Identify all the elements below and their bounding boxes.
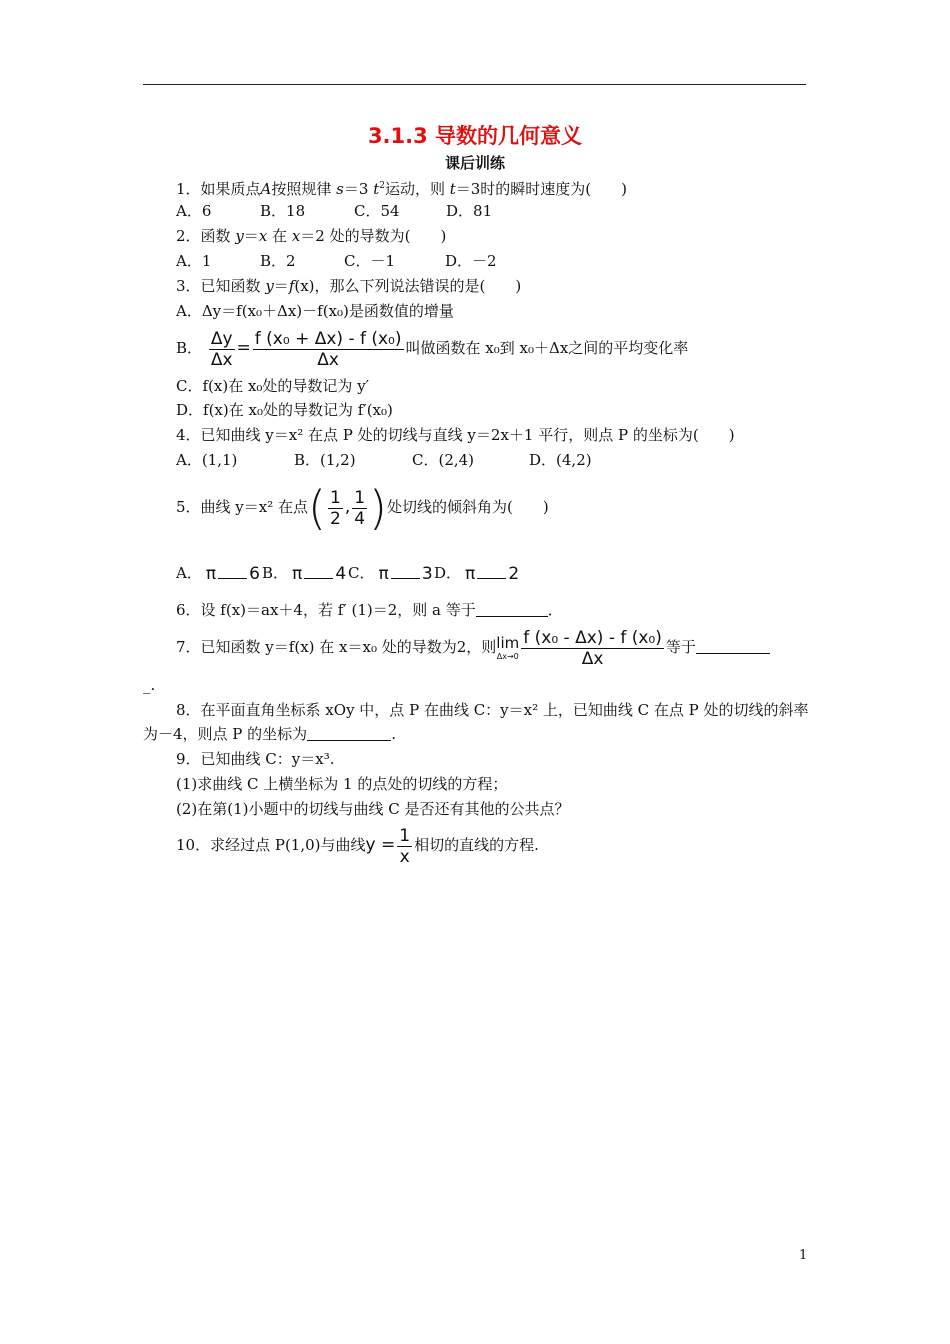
limit-operator: lim Δx→0 [496, 634, 520, 661]
question-7-tail: _. [143, 676, 156, 694]
option-d: D．81 [446, 202, 493, 220]
fraction-one-half: $\frac{1}{2}$ [329, 487, 341, 529]
question-7: 7．已知函数 y＝f(x) 在 x＝x₀ 处的导数为2，则 lim Δx→0 $\frac{\text{f (x₀ - Δx) - f (x₀)}}{\Delta x}$ 等于 [176, 624, 770, 670]
option-a: A．1 [176, 252, 212, 270]
answer-blank [476, 602, 548, 617]
question-3: 3．已知函数 y＝f(x)，那么下列说法错误的是( ) [176, 277, 522, 295]
fraction-difference-quotient: $\frac{\text{f (x₀ + Δx) - f (x₀)}}{\Delta x}$ [254, 328, 402, 370]
question-4: 4．已知曲线 y＝x² 在点 P 处的切线与直线 y＝2x＋1 平行，则点 P 的坐标为( ) [176, 426, 735, 444]
page-title: 3.1.3 导数的几何意义 [367, 124, 583, 148]
question-3-option-c: C．f(x)在 x₀处的导数记为 y′ [176, 377, 370, 395]
fraction-one-over-x: $\frac{1}{x}$ [399, 825, 411, 867]
option-d: D．(4,2) [529, 451, 592, 469]
question-4-options [176, 450, 592, 470]
question-1-options [176, 201, 492, 221]
fraction-one-quarter: $\frac{1}{4}$ [354, 487, 366, 529]
option-c: C．－1 [344, 252, 396, 270]
page-subtitle: 课后训练 [444, 154, 505, 172]
option-b: B． π 4 [262, 564, 347, 584]
option-b: B．(1,2) [294, 451, 356, 469]
fraction-dy-dx: $\frac{\Delta y}{\Delta x}$ [210, 328, 233, 370]
page-number: 1 [799, 1248, 808, 1263]
option-a: A．(1,1) [176, 451, 238, 469]
question-9: 9．已知曲线 C：y＝x³. [176, 750, 335, 768]
question-3-option-a: A．Δy＝f(x₀＋Δx)－f(x₀)是函数值的增量 [176, 302, 454, 320]
fraction-limit-quotient: $\frac{\text{f (x₀ - Δx) - f (x₀)}}{\Delta x}$ [523, 627, 662, 669]
option-b: B．18 [260, 202, 306, 220]
question-2: 2．函数 y＝x 在 x＝2 处的导数为( ) [176, 227, 447, 245]
question-9-part-2: (2)在第(1)小题中的切线与曲线 C 是否还有其他的公共点？ [176, 800, 570, 818]
question-6: 6．设 f(x)＝ax＋4，若 f′ (1)＝2，则 a 等于 ． [176, 601, 563, 619]
question-9-part-1: (1)求曲线 C 上横坐标为 1 的点处的切线的方程； [176, 775, 508, 793]
option-d: D． π 2 [434, 564, 520, 584]
option-c: C． π 3 [348, 564, 433, 584]
header-rule [143, 84, 806, 85]
question-8-line-2: 为－4，则点 P 的坐标为 . [143, 725, 396, 743]
question-1: 1．如果质点A按照规律 s＝3 $t^2$运动，则 t＝3时的瞬时速度为( ) [176, 180, 628, 198]
option-a: A． π 6 [176, 564, 260, 584]
question-8-line-1: 8．在平面直角坐标系 xOy 中，点 P 在曲线 C：y＝x² 上，已知曲线 C 在点 P 处的切线的斜率 [176, 701, 809, 719]
option-d: D．－2 [445, 252, 497, 270]
option-c: C．54 [354, 202, 400, 220]
question-2-options [176, 251, 497, 271]
option-c: C．(2,4) [412, 451, 475, 469]
question-5: 5．曲线 y＝x² 在点( $\frac{1}{2}$ , $\frac{1}{4}$ )处切线的倾斜角为( ) [176, 481, 549, 535]
question-5-options [176, 550, 520, 597]
option-b: B．2 [260, 252, 296, 270]
question-3-option-d: D．f(x)在 x₀处的导数记为 f′(x₀) [176, 401, 393, 419]
question-10: 10．求经过点 P(1,0)与曲线y = $\frac{1}{x}$ 相切的直线的方程. [176, 825, 539, 867]
option-a: A．6 [176, 202, 212, 220]
answer-blank [307, 726, 391, 741]
answer-blank [696, 639, 770, 654]
question-3-option-b: B． $\frac{\Delta y}{\Delta x}$ = $\frac{\text{f (x₀ + Δx) - f (x₀)}}{\Delta x}$ 叫做函数在 x₀到 x₀＋Δx之间的平均变化率 [176, 328, 689, 370]
